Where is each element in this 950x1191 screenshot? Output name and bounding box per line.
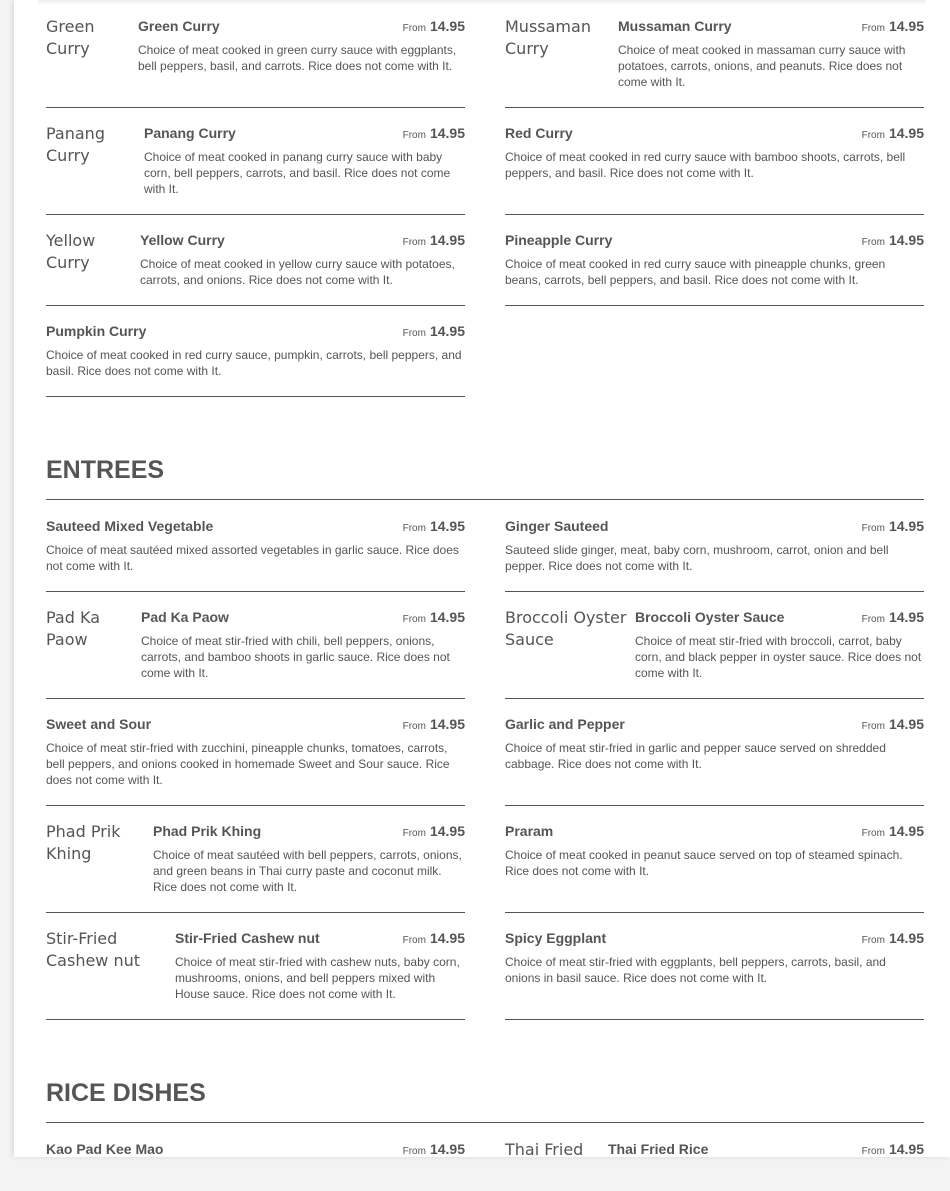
item-name: Pumpkin Curry xyxy=(46,323,147,339)
item-image: Pad Ka Paow xyxy=(46,608,100,649)
menu-item-stir-fried-cashew-nut[interactable] xyxy=(46,920,465,1020)
item-description: Choice of meat stir-fried with cashew nuts, baby corn, mushrooms, onions, and bell peppers mixed with House sauce. Rice does not come with It. xyxy=(175,955,460,1001)
section-title-entrees: ENTREES xyxy=(46,456,924,500)
menu-item-sauteed-mixed-vegetable[interactable] xyxy=(46,508,465,592)
price-value: 14.95 xyxy=(888,1141,924,1157)
item-price xyxy=(862,18,924,34)
price-value: 14.95 xyxy=(429,1141,465,1157)
item-price xyxy=(862,716,924,732)
menu-item-thai-fried-rice[interactable] xyxy=(505,1131,924,1191)
item-image: Yellow Curry xyxy=(46,231,96,272)
price-value: 14.95 xyxy=(888,823,924,839)
item-price xyxy=(403,930,465,946)
price-prefix: From xyxy=(861,828,885,839)
item-price xyxy=(862,232,924,248)
item-price xyxy=(403,232,465,248)
item-description: Choice of meat stir-fried with broccoli, carrot, baby corn, and black pepper in oyster sauce. Rice does not come with It. xyxy=(635,634,922,680)
menu-item-spicy-eggplant[interactable] xyxy=(505,920,924,1020)
price-value: 14.95 xyxy=(429,823,465,839)
item-image: Stir-Fried Cashew nut xyxy=(46,929,141,970)
price-prefix: From xyxy=(861,1146,885,1157)
price-prefix: From xyxy=(402,237,426,248)
item-description: Choice of meat cooked in panang curry sauce with baby corn, bell peppers, carrots, and basil. Rice does not come with It. xyxy=(144,150,451,196)
item-name: Spicy Eggplant xyxy=(505,930,607,946)
item-image: Thai Fried xyxy=(505,1140,584,1159)
item-image: Phad Prik Khing xyxy=(46,822,121,863)
menu-item-sweet-and-sour[interactable] xyxy=(46,706,465,806)
price-value: 14.95 xyxy=(429,518,465,534)
item-description: Choice of meat cooked in green curry sauce with eggplants, bell peppers, basil, and carrots. Rice does not come with It. xyxy=(138,43,457,73)
item-name: Sauteed Mixed Vegetable xyxy=(46,518,214,534)
price-value: 14.95 xyxy=(888,930,924,946)
price-prefix: From xyxy=(861,23,885,34)
item-name: Ginger Sauteed xyxy=(505,518,609,534)
item-name: Stir-Fried Cashew nut xyxy=(175,930,320,946)
price-value: 14.95 xyxy=(429,18,465,34)
price-value: 14.95 xyxy=(429,323,465,339)
menu-item-broccoli-oyster-sauce[interactable] xyxy=(505,599,924,699)
item-name: Green Curry xyxy=(138,18,220,34)
menu-item-kao-pad-kee-mao[interactable] xyxy=(46,1131,465,1191)
menu-item-pineapple-curry[interactable] xyxy=(505,222,924,306)
item-description: Sauteed slide ginger, meat, baby corn, mushroom, carrot, onion and bell pepper. Rice does not come with It. xyxy=(505,543,889,573)
item-price xyxy=(862,609,924,625)
menu-item-garlic-and-pepper[interactable] xyxy=(505,706,924,806)
item-description: Choice of meat stir-fried in garlic and pepper sauce served on shredded cabbage. Rice does not come with It. xyxy=(505,741,886,771)
item-name: Praram xyxy=(505,823,554,839)
item-price xyxy=(862,823,924,839)
price-value: 14.95 xyxy=(888,609,924,625)
price-prefix: From xyxy=(402,828,426,839)
price-prefix: From xyxy=(402,721,426,732)
item-name: Phad Prik Khing xyxy=(153,823,262,839)
price-value: 14.95 xyxy=(888,125,924,141)
item-description: Choice of meat cooked in massaman curry sauce with potatoes, carrots, onions, and peanuts. Rice does not come with It. xyxy=(618,43,906,89)
price-prefix: From xyxy=(402,23,426,34)
price-value: 14.95 xyxy=(429,930,465,946)
item-name: Sweet and Sour xyxy=(46,716,152,732)
item-name: Pineapple Curry xyxy=(505,232,613,248)
item-price xyxy=(403,323,465,339)
price-prefix: From xyxy=(861,935,885,946)
price-prefix: From xyxy=(402,1146,426,1157)
item-description: Choice of meat cooked in yellow curry sauce with potatoes, carrots, and onions. Rice does not come with It. xyxy=(140,257,455,287)
price-prefix: From xyxy=(861,130,885,141)
price-value: 14.95 xyxy=(888,232,924,248)
item-price xyxy=(403,823,465,839)
menu-item-panang-curry[interactable] xyxy=(46,115,465,215)
menu-item-praram[interactable] xyxy=(505,813,924,913)
item-name: Mussaman Curry xyxy=(618,18,732,34)
item-name: Panang Curry xyxy=(144,125,236,141)
item-price xyxy=(403,18,465,34)
item-description: Choice of meat stir-fried with eggplants, bell peppers, carrots, basil, and onions in basil sauce. Rice does not come with It. xyxy=(505,955,886,985)
section-title-rice-dishes: RICE DISHES xyxy=(46,1079,924,1123)
price-prefix: From xyxy=(402,935,426,946)
price-prefix: From xyxy=(861,614,885,625)
item-name: Red Curry xyxy=(505,125,573,141)
item-image: Mussaman Curry xyxy=(505,17,591,58)
price-value: 14.95 xyxy=(888,18,924,34)
price-prefix: From xyxy=(861,237,885,248)
item-description: Choice of meat stir-fried with zucchini, pineapple chunks, tomatoes, carrots, bell peppers, and onions cooked in homemade Sweet and Sour sauce. Rice does not come with It. xyxy=(46,741,450,787)
item-description: Choice of meat sautéed mixed assorted vegetables in garlic sauce. Rice does not come with It. xyxy=(46,543,459,573)
price-value: 14.95 xyxy=(888,518,924,534)
item-image: Green Curry xyxy=(46,17,95,58)
menu-item-pumpkin-curry[interactable] xyxy=(46,313,465,397)
item-price xyxy=(862,1141,924,1157)
item-price xyxy=(862,125,924,141)
item-name: Broccoli Oyster Sauce xyxy=(635,609,785,625)
price-value: 14.95 xyxy=(429,716,465,732)
price-value: 14.95 xyxy=(429,232,465,248)
item-description: Choice of meat stir-fried with chili, bell peppers, onions, carrots, and bamboo shoots in garlic sauce. Rice does not come with It. xyxy=(141,634,450,680)
item-price xyxy=(862,930,924,946)
item-price xyxy=(403,125,465,141)
item-name: Pad Ka Paow xyxy=(141,609,229,625)
price-prefix: From xyxy=(861,721,885,732)
item-description: Choice of meat cooked in red curry sauce with bamboo shoots, carrots, bell peppers, and basil. Rice does not come with It. xyxy=(505,150,906,180)
menu-item-phad-prik-khing[interactable] xyxy=(46,813,465,913)
item-name: Kao Pad Kee Mao xyxy=(46,1141,164,1157)
menu-item-yellow-curry[interactable] xyxy=(46,222,465,306)
price-prefix: From xyxy=(861,523,885,534)
item-price xyxy=(403,716,465,732)
price-value: 14.95 xyxy=(429,125,465,141)
menu-item-pad-ka-paow[interactable] xyxy=(46,599,465,699)
item-image: Broccoli Oyster Sauce xyxy=(505,608,627,649)
menu-item-red-curry[interactable] xyxy=(505,115,924,215)
price-prefix: From xyxy=(402,614,426,625)
item-description: Choice of meat cooked in red curry sauce, pumpkin, carrots, bell peppers, and basil. Rice does not come with It. xyxy=(46,348,462,378)
item-price xyxy=(403,1141,465,1157)
item-name: Thai Fried Rice xyxy=(608,1141,709,1157)
price-value: 14.95 xyxy=(429,609,465,625)
price-value: 14.95 xyxy=(888,716,924,732)
item-name: Garlic and Pepper xyxy=(505,716,625,732)
item-name: Yellow Curry xyxy=(140,232,225,248)
item-description: Choice of meat cooked in peanut sauce served on top of steamed spinach. Rice does not come with It. xyxy=(505,848,903,878)
item-image: Panang Curry xyxy=(46,124,105,165)
menu-item-green-curry[interactable] xyxy=(46,8,465,108)
item-description: Choice of meat cooked in red curry sauce with pineapple chunks, green beans, carrots, bell peppers, and basil. Rice does not come with It. xyxy=(505,257,886,287)
price-prefix: From xyxy=(402,523,426,534)
item-price xyxy=(862,518,924,534)
item-price xyxy=(403,518,465,534)
price-prefix: From xyxy=(402,328,426,339)
item-description: Choice of meat sautéed with bell peppers, carrots, onions, and green beans in Thai curry paste and coconut milk. Rice does not come with It. xyxy=(153,848,462,894)
item-price xyxy=(403,609,465,625)
menu-item-mussaman-curry[interactable] xyxy=(505,8,924,108)
price-prefix: From xyxy=(402,130,426,141)
menu-item-ginger-sauteed[interactable] xyxy=(505,508,924,592)
